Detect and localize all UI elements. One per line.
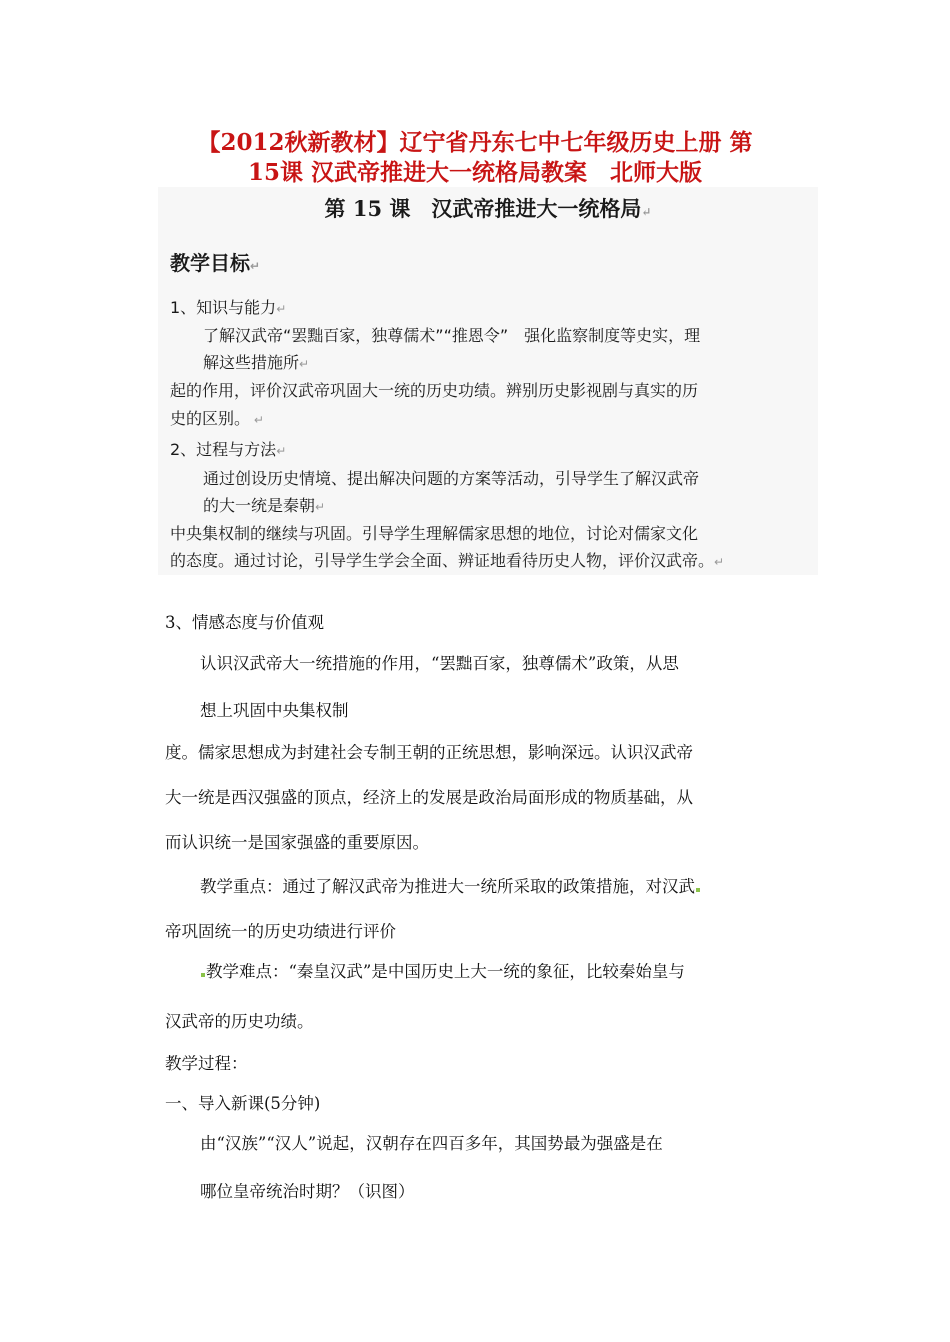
scanned-image-block [158, 187, 818, 575]
paragraph-line: 而认识统一是国家强盛的重要原因。 [165, 833, 429, 852]
paragraph-line: 哪位皇帝统治时期？（识图） [200, 1182, 415, 1201]
scan-line: 1、知识与能力↵ [170, 298, 287, 317]
teaching-process-heading: 教学过程： [165, 1054, 248, 1073]
scan-line: 解这些措施所↵ [203, 353, 310, 372]
section-heading-intro: 一、导入新课(5分钟) [165, 1094, 321, 1113]
teaching-difficulty-line: 汉武帝的历史功绩。 [165, 1012, 314, 1031]
paragraph-line: 度。儒家思想成为封建社会专制王朝的正统思想，影响深远。认识汉武帝 [165, 743, 693, 762]
paragraph-line: 由“汉族”“汉人”说起，汉朝存在四百多年，其国势最为强盛是在 [200, 1134, 663, 1153]
scan-line: 的大一统是秦朝↵ [203, 496, 326, 515]
teaching-difficulty-line: 教学难点：“秦皇汉武”是中国历史上大一统的象征，比较秦始皇与 [200, 958, 685, 982]
scan-line: 的态度。通过讨论，引导学生学会全面、辨证地看待历史人物，评价汉武帝。↵ [170, 551, 725, 570]
paragraph-line: 想上巩固中央集权制 [200, 701, 349, 720]
scan-line: 2、过程与方法↵ [170, 440, 287, 459]
document-title-line-2: 15课 汉武帝推进大一统格局教案 北师大版 [247, 159, 702, 186]
scan-line: 通过创设历史情境、提出解决问题的方案等活动，引导学生了解汉武帝 [203, 469, 700, 488]
scan-line: 中央集权制的继续与巩固。引导学生理解儒家思想的地位，讨论对儒家文化 [170, 524, 699, 543]
teaching-focus-line: 教学重点：通过了解汉武帝为推进大一统所采取的政策措施，对汉武 [200, 873, 701, 897]
scan-line: 起的作用，评价汉武帝巩固大一统的历史功绩。辨别历史影视剧与真实的历 [170, 381, 699, 400]
lesson-title: 第 15 课 汉武帝推进大一统格局↵ [324, 196, 652, 221]
scan-line: 了解汉武帝“罢黜百家，独尊儒术”“推恩令” 强化监察制度等史实，理 [203, 326, 701, 345]
green-dot-mark [201, 973, 205, 977]
scan-line: 史的区别。 ↵ [170, 409, 264, 428]
green-dot-mark [696, 888, 700, 892]
paragraph-line: 大一统是西汉强盛的顶点，经济上的发展是政治局面形成的物质基础，从 [165, 788, 693, 807]
paragraph-line: 认识汉武帝大一统措施的作用，“罢黜百家，独尊儒术”政策，从思 [200, 654, 679, 673]
teaching-goals-heading: 教学目标↵ [170, 251, 261, 275]
section-heading-attitude: 3、情感态度与价值观 [165, 613, 324, 632]
document-title-line-1: 【2012秋新教材】辽宁省丹东七中七年级历史上册 第 [197, 129, 753, 156]
teaching-focus-line: 帝巩固统一的历史功绩进行评价 [165, 922, 396, 941]
document-title [150, 128, 800, 188]
